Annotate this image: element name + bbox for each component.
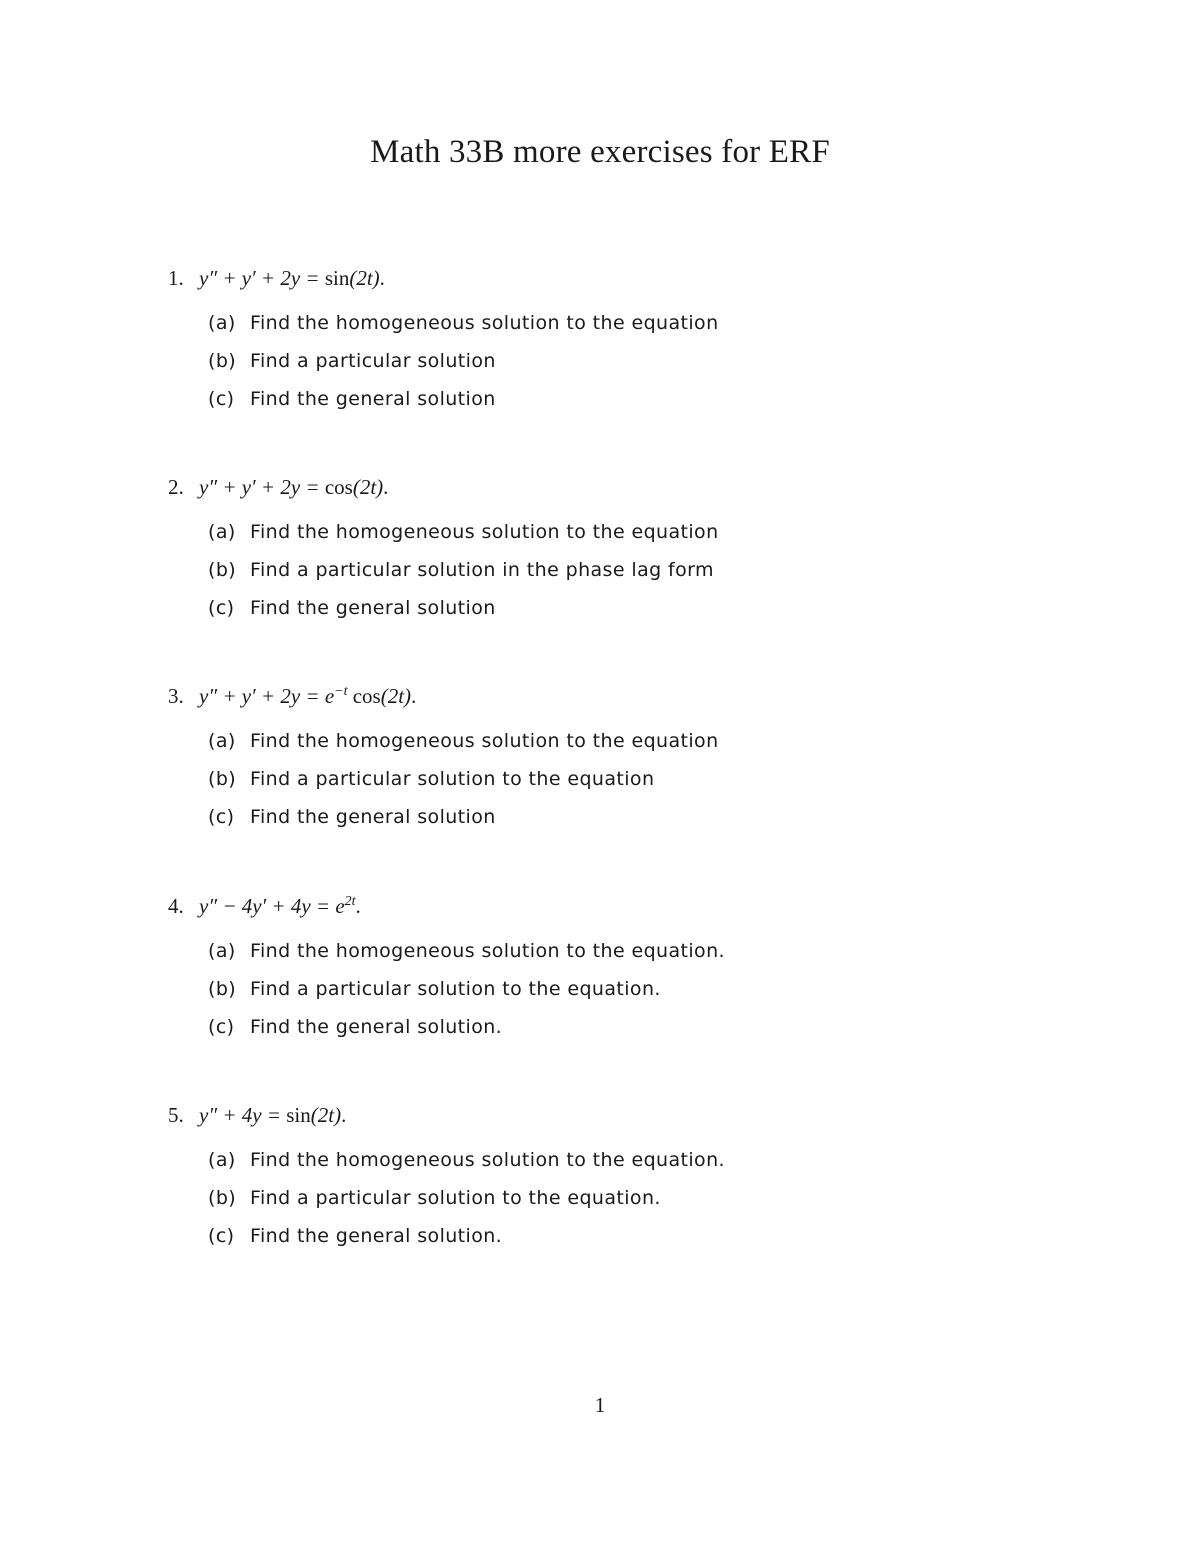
part-text: Find the homogeneous solution to the equation.: [250, 1149, 725, 1171]
equation-exponent: −t: [334, 684, 348, 699]
part-b: [208, 559, 714, 581]
part-a: [208, 730, 719, 752]
part-text: Find the general solution.: [250, 1016, 503, 1038]
part-text: Find the general solution: [250, 388, 496, 410]
part-label: (a): [208, 312, 236, 334]
equation-function: cos: [347, 684, 381, 708]
part-text: Find the general solution: [250, 597, 496, 619]
equation-tail: .: [383, 475, 389, 499]
part-a: [208, 312, 719, 334]
part-label: (b): [208, 350, 237, 372]
equation-argument: (2t): [310, 1103, 342, 1127]
part-c: [208, 1016, 502, 1038]
part-label: (c): [208, 388, 235, 410]
equation-function: cos: [324, 475, 353, 499]
part-a: [208, 1149, 725, 1171]
part-a: [208, 521, 719, 543]
part-label: (b): [208, 978, 237, 1000]
problem-number: 5.: [168, 1103, 184, 1127]
document-title: Math 33B more exercises for ERF: [370, 134, 830, 170]
part-label: (b): [208, 1187, 237, 1209]
equation-tail: .: [411, 684, 417, 708]
equation-function: sin: [324, 266, 350, 290]
equation-function: sin: [286, 1103, 311, 1127]
part-text: Find the general solution: [250, 806, 496, 828]
part-text: Find the homogeneous solution to the equation: [250, 521, 719, 543]
problem-number: 4.: [168, 894, 184, 918]
equation-argument: (2t): [352, 475, 384, 499]
part-text: Find the general solution.: [250, 1225, 503, 1247]
equation-lhs: y″ + y′ + 2y =: [199, 266, 325, 290]
part-label: (c): [208, 806, 235, 828]
equation-argument: (2t): [380, 684, 412, 708]
part-c: [208, 597, 496, 619]
problem-number: 3.: [168, 684, 184, 708]
problem-number: 2.: [168, 475, 184, 499]
equation-lhs: y″ + y′ + 2y = e: [199, 684, 335, 708]
part-label: (b): [208, 768, 237, 790]
equation-argument: (2t): [349, 266, 380, 290]
page-number: 1: [594, 1393, 606, 1417]
part-text: Find a particular solution to the equation.: [250, 978, 661, 1000]
part-text: Find the homogeneous solution to the equation.: [250, 940, 725, 962]
part-label: (a): [208, 1149, 236, 1171]
part-b: [208, 350, 496, 372]
problem-equation: [168, 1103, 346, 1128]
equation-tail: .: [379, 266, 385, 290]
part-text: Find a particular solution to the equation: [250, 768, 655, 790]
part-b: [208, 978, 661, 1000]
part-c: [208, 806, 496, 828]
equation-lhs: y″ + 4y =: [199, 1103, 287, 1127]
part-b: [208, 768, 654, 790]
equation-exponent: 2t: [344, 894, 356, 909]
part-label: (c): [208, 1225, 235, 1247]
part-label: (c): [208, 597, 235, 619]
equation-lhs: y″ − 4y′ + 4y = e: [199, 894, 345, 918]
part-c: [208, 1225, 502, 1247]
equation-tail: .: [355, 894, 361, 918]
part-c: [208, 388, 496, 410]
part-label: (b): [208, 559, 237, 581]
problem-number: 1.: [168, 266, 184, 290]
problem-equation: [168, 475, 388, 500]
problem-equation: [168, 894, 361, 919]
part-label: (a): [208, 521, 236, 543]
equation-lhs: y″ + y′ + 2y =: [199, 475, 325, 499]
problem-equation: [168, 266, 385, 291]
part-text: Find a particular solution to the equation.: [250, 1187, 661, 1209]
equation-tail: .: [341, 1103, 347, 1127]
part-a: [208, 940, 725, 962]
part-label: (a): [208, 730, 236, 752]
problem-equation: [168, 684, 416, 709]
part-label: (c): [208, 1016, 235, 1038]
part-text: Find the homogeneous solution to the equation: [250, 312, 719, 334]
part-text: Find a particular solution in the phase lag form: [250, 559, 714, 581]
part-b: [208, 1187, 661, 1209]
part-label: (a): [208, 940, 236, 962]
part-text: Find the homogeneous solution to the equation: [250, 730, 719, 752]
part-text: Find a particular solution: [250, 350, 496, 372]
